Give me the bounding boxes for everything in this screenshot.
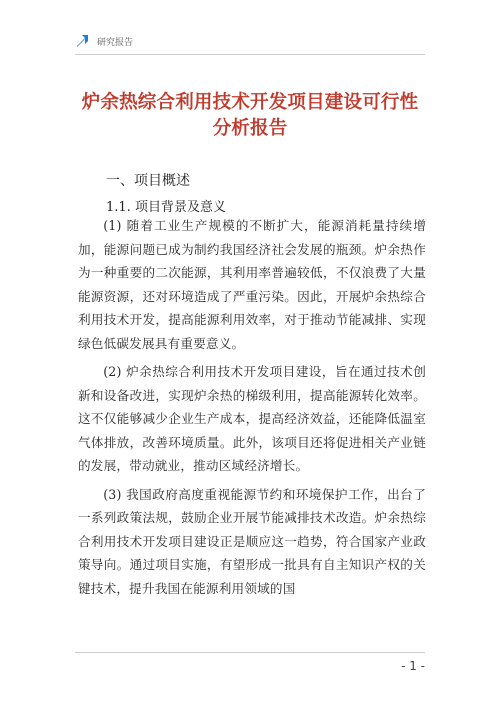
paragraph-2: (2) 炉余热综合利用技术开发项目建设，旨在通过技术创新和设备改进，实现炉余热的梯级利用，提高能源转化效率。这不仅能够减少企业生产成本，提高经济效益，还能降低温室气体排放，改善环境质量。此外，该项目还将促进相关产业链的发展，带动就业，推动区域经济增长。 [78,364,426,473]
page-header [75,30,425,52]
body-content [78,214,426,600]
document-title [60,90,440,142]
section-heading: 一、项目概述 [106,173,190,189]
page-number: - 1 - [401,659,425,673]
header-divider [75,54,425,55]
title-line-2: 分析报告 [212,118,288,139]
subsection-heading: 1.1. 项目背景及意义 [106,200,226,215]
paragraph-1: (1) 随着工业生产规模的不断扩大，能源消耗量持续增加，能源问题已成为制约我国经济社会发展的瓶颈。炉余热作为一种重要的二次能源，其利用率普遍较低，不仅浪费了大量能源资源，还对环境造成了严重污染。因此，开展炉余热综合利用技术开发，提高能源利用效率，对于推动节能减排、实现绿色低碳发展具有重要意义。 [78,218,426,351]
footer-divider [75,652,425,653]
paragraph-3: (3) 我国政府高度重视能源节约和环境保护工作，出台了一系列政策法规，鼓励企业开展节能减排技术改造。炉余热综合利用技术开发项目建设正是顺应这一趋势，符合国家产业政策导向。通过项目实施，有望形成一批具有自主知识产权的关键技术，提升我国在能源利用领域的国 [78,486,426,596]
header-label: 研究报告 [97,37,134,48]
arrow-logo-icon [75,33,91,49]
title-line-1: 炉余热综合利用技术开发项目建设可行性 [81,92,419,113]
